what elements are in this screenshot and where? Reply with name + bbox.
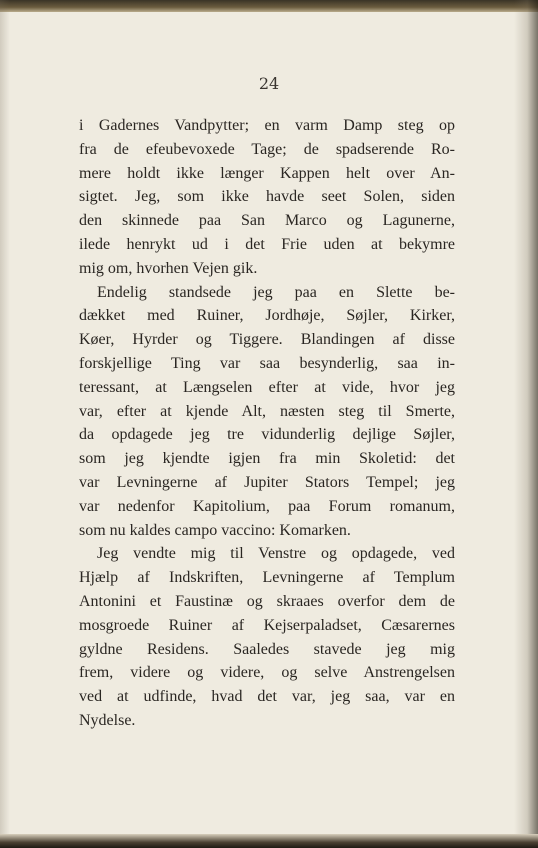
page-top-edge	[0, 0, 538, 12]
text-line: Nydelse.	[79, 711, 136, 729]
text-line: den skinnede paa San Marco og Lagunerne,	[79, 212, 455, 230]
page-bottom-edge	[0, 834, 538, 848]
text-line: ilede henrykt ud i det Frie uden at bekymre	[79, 235, 455, 253]
text-line: ved at udfinde, hvad det var, jeg saa, var en	[79, 688, 455, 706]
text-line: fra de efeubevoxede Tage; de spadserende Ro-	[79, 140, 455, 158]
text-line: mig om, hvorhen Vejen gik.	[79, 259, 258, 277]
text-line: i Gadernes Vandpytter; en varm Damp steg op	[79, 117, 455, 134]
text-line: Køer, Hyrder og Tiggere. Blandingen af disse	[79, 331, 455, 349]
text-line: gyldne Residens. Saaledes stavede jeg mig	[79, 640, 455, 658]
text-line: da opdagede jeg tre vidunderlig dejlige Søjler,	[79, 426, 455, 444]
text-line: frem, videre og videre, og selve Anstrengelsen	[79, 664, 455, 682]
text-line: forskjellige Ting var saa besynderlig, saa in-	[79, 354, 455, 372]
text-line: Jeg vendte mig til Venstre og opdagede, ved	[97, 545, 455, 563]
text-line: Hjælp af Indskriften, Levningerne af Templum	[79, 569, 455, 587]
text-line: Antonini et Faustinæ og skraaes overfor dem de	[79, 592, 455, 610]
body-text	[79, 114, 455, 733]
text-line: dækket med Ruiner, Jordhøje, Søjler, Kirker,	[79, 307, 455, 325]
text-line: teressant, at Længselen efter at vide, hvor jeg	[79, 378, 455, 396]
page-number: 24	[258, 74, 280, 93]
text-line: mere holdt ikke længer Kappen helt over An-	[79, 164, 455, 182]
text-line: som jeg kjendte igjen fra min Skoletid: det	[79, 450, 455, 468]
page-right-edge	[514, 0, 538, 848]
text-line: var, efter at kjende Alt, næsten steg til Smerte,	[79, 402, 455, 420]
text-line: mosgroede Ruiner af Kejserpaladset, Cæsarernes	[79, 616, 455, 634]
text-line: Endelig standsede jeg paa en Slette be-	[97, 283, 455, 301]
text-line: sigtet. Jeg, som ikke havde seet Solen, siden	[79, 188, 455, 206]
page-left-shade	[0, 0, 10, 848]
text-line: var Levningerne af Jupiter Stators Tempel; jeg	[79, 473, 455, 491]
text-line: var nedenfor Kapitolium, paa Forum romanum,	[79, 497, 455, 515]
text-line: som nu kaldes campo vaccino: Komarken.	[79, 521, 351, 539]
